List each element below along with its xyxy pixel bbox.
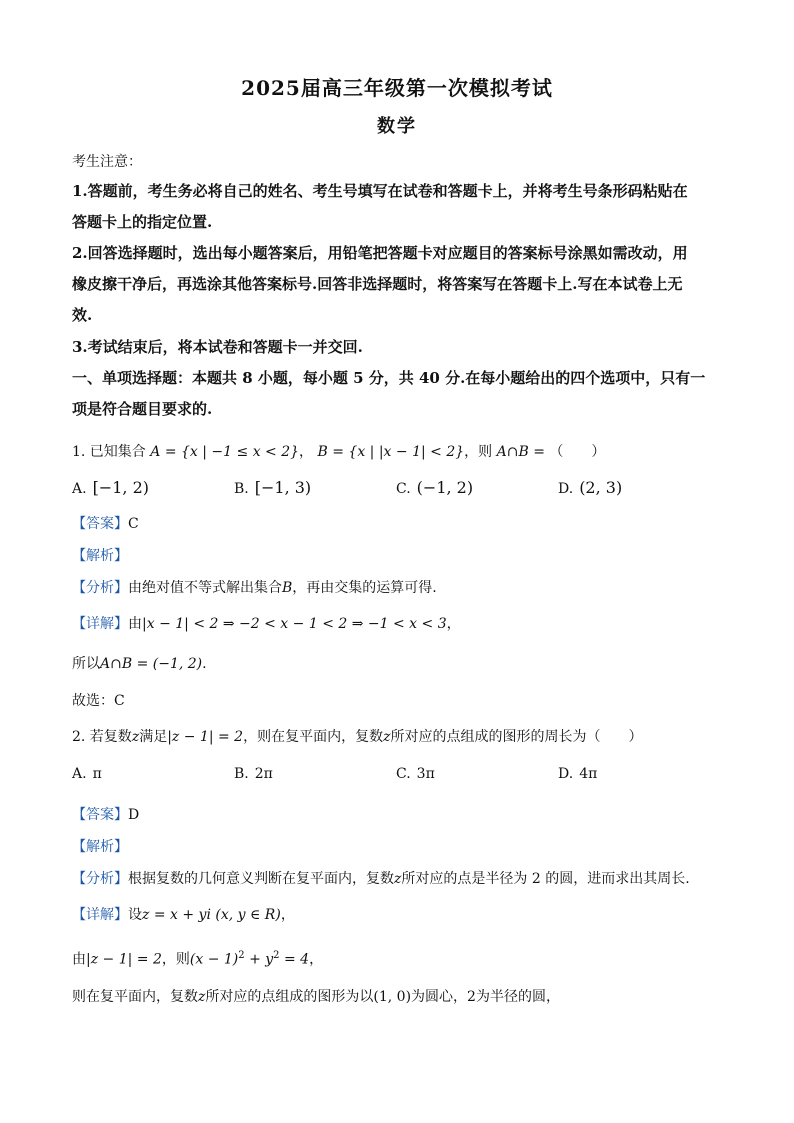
q1-stem-prefix: 1. 已知集合 [72, 444, 146, 460]
q2-from-math: (x − 1) [189, 951, 239, 968]
q2-from-math3: = 4 [279, 951, 310, 968]
q2-option-a [72, 764, 102, 784]
notice-item-2a: 2.回答选择题时，选出每小题答案后，用铅笔把答题卡对应题目的答案标号涂黑如需改动，用 [72, 244, 688, 262]
q1-answer-value: C [128, 516, 139, 532]
q1-option-b-text: [−1, 3) [254, 478, 312, 497]
q1-fenxi-var: B [282, 580, 293, 596]
q1-answer-tag: 【答案】 [72, 516, 128, 532]
q2-then-var: z [198, 989, 206, 1005]
q1-option-a [72, 478, 149, 499]
q2-from-math2: + y [244, 951, 274, 968]
notice-item-1b: 答题卡上的指定位置. [72, 213, 213, 231]
q2-var-z-2: z [383, 729, 391, 745]
q2-from-sup2: 2 [273, 950, 280, 961]
section1-line-b: 项是符合题目要求的. [72, 400, 213, 418]
q2-from-b: ，则 [161, 951, 190, 968]
notice-item-2b: 橡皮擦干净后，再选涂其他答案标号.回答非选择题时，将答案写在答题卡上.写在本试卷上无 [72, 275, 683, 293]
q1-option-c-label: C. [396, 481, 411, 497]
q2-stem-a: 2. 若复数 [72, 729, 132, 745]
q2-answer [72, 805, 139, 825]
exam-title: 2025届高三年级第一次模拟考试 [241, 76, 553, 100]
q1-so [72, 654, 207, 674]
q1-option-c-text: (−1, 2) [416, 478, 474, 497]
q2-analysis-tag: 【解析】 [72, 839, 128, 855]
q2-fenxi-tag: 【分析】 [72, 871, 128, 887]
q1-option-c [396, 478, 473, 499]
q2-from-sup: 2 [238, 950, 245, 961]
q1-stem [72, 442, 605, 462]
notice-item-1a: 1.答题前，考生务必将自己的姓名、考生号填写在试卷和答题卡上，并将考生号条形码粘贴在 [72, 182, 688, 200]
q1-answer [72, 514, 139, 534]
q1-set-b: B = {x | |x − 1| < 2} [317, 444, 465, 460]
q2-cond: |z − 1| = 2 [167, 729, 244, 745]
q2-fenxi-b: 所对应的点是半径为 2 的圆，进而求出其周长. [401, 871, 690, 887]
q2-from-cond: |z − 1| = 2 [86, 951, 162, 968]
q1-analysis-tag: 【解析】 [72, 548, 128, 564]
q2-detail-a: 设 [128, 907, 142, 923]
q1-fenxi-tag: 【分析】 [72, 580, 128, 596]
q1-set-a: A = {x | −1 ≤ x < 2} [150, 444, 300, 460]
q2-option-a-text: π [92, 766, 102, 782]
q2-then-center: (1, 0) [373, 989, 412, 1005]
notice-item-3: 3.考试结束后，将本试卷和答题卡一并交回. [72, 338, 363, 356]
notice-item-2c: 效. [72, 306, 93, 324]
q1-fenxi [72, 578, 437, 598]
q2-from-a: 由 [72, 951, 86, 968]
q2-then-b: 所对应的点组成的图形为以 [205, 989, 374, 1005]
q1-so-b: . [202, 656, 207, 672]
q2-option-b-label: B. [234, 766, 249, 782]
q1-expr: A∩B = [496, 444, 545, 460]
q1-so-a: 所以 [72, 656, 100, 672]
q2-stem-c: ，则在复平面内，复数 [243, 729, 384, 745]
q2-detail-math: z = x + yi (x, y ∈ R) [142, 907, 281, 923]
q2-option-c [396, 764, 435, 784]
q2-from [72, 946, 323, 970]
q2-var-z: z [131, 729, 140, 745]
q2-option-b [234, 764, 273, 784]
q2-then [72, 987, 560, 1007]
q1-option-d [558, 478, 622, 499]
q2-detail-tag: 【详解】 [72, 907, 128, 923]
q2-stem [72, 727, 642, 747]
notice-heading: 考生注意： [72, 154, 142, 170]
q1-option-a-text: [−1, 2) [92, 478, 149, 497]
q2-then-a: 则在复平面内，复数 [72, 989, 198, 1005]
q2-detail-b: ， [280, 907, 295, 923]
q2-fenxi-var: z [394, 871, 402, 887]
q2-option-b-text: 2π [254, 766, 273, 782]
q2-then-c: 为圆心，2为半径的圆， [411, 989, 560, 1005]
q1-option-b-label: B. [234, 481, 249, 497]
q1-detail [72, 614, 461, 634]
q1-so-math: A∩B = (−1, 2) [100, 656, 203, 672]
q2-answer-tag: 【答案】 [72, 807, 128, 823]
q2-option-d [558, 764, 597, 784]
q2-option-d-label: D. [558, 766, 574, 782]
q2-stem-d: 所对应的点组成的图形的周长为（ ） [390, 729, 643, 745]
q2-stem-b: 满足 [139, 729, 168, 745]
q1-option-b [234, 478, 311, 499]
q1-comma: ， [299, 444, 314, 460]
q1-option-d-label: D. [558, 481, 574, 497]
q1-option-a-label: A. [72, 481, 87, 497]
q2-option-c-text: 3π [416, 766, 435, 782]
q1-detail-a: 由 [128, 616, 142, 632]
q2-detail [72, 905, 295, 925]
q2-fenxi [72, 869, 690, 889]
q2-analysis [72, 837, 128, 857]
section1-line-a: 一、单项选择题：本题共 8 小题，每小题 5 分，共 40 分.在每小题给出的四个选项中，只有一 [72, 369, 706, 387]
q1-stem-mid: ，则 [464, 444, 493, 460]
q1-detail-math: |x − 1| < 2 ⇒ −2 < x − 1 < 2 ⇒ −1 < x < 3 [142, 616, 447, 632]
q2-option-d-text: 4π [579, 766, 598, 782]
q2-fenxi-a: 根据复数的几何意义判断在复平面内，复数 [128, 871, 394, 887]
q1-fenxi-b: ，再由交集的运算可得. [292, 580, 437, 596]
q1-choose: 故选：C [72, 693, 125, 709]
q1-analysis [72, 546, 128, 566]
q1-option-d-text: (2, 3) [579, 478, 623, 497]
q1-detail-b: ， [446, 616, 461, 632]
q1-paren: （ ） [549, 444, 606, 460]
q2-answer-value: D [128, 807, 140, 823]
q2-option-a-label: A. [72, 766, 87, 782]
q1-detail-tag: 【详解】 [72, 616, 128, 632]
q2-from-c: ， [309, 951, 324, 968]
q2-option-c-label: C. [396, 766, 411, 782]
subject-title: 数学 [377, 116, 417, 137]
q1-fenxi-a: 由绝对值不等式解出集合 [128, 580, 282, 596]
